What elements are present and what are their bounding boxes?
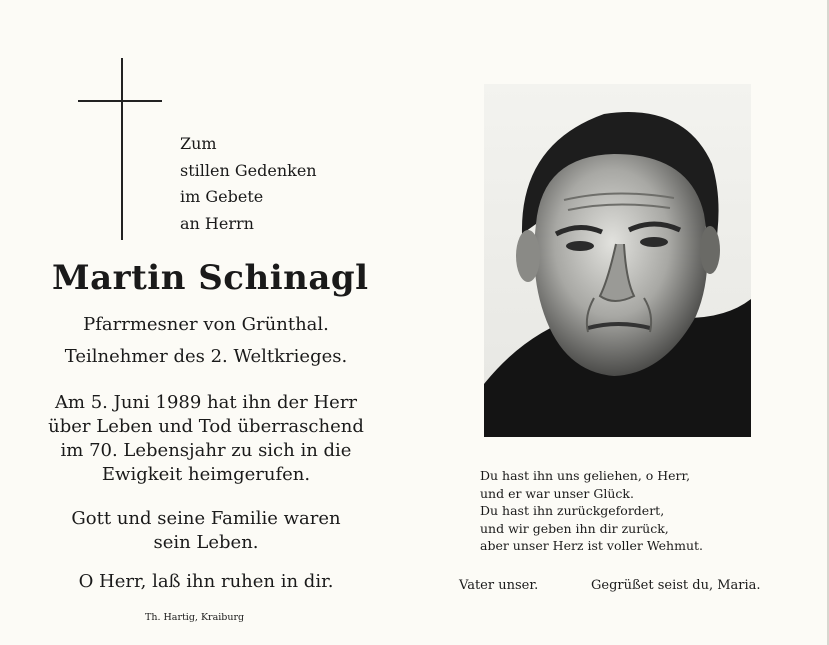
- war-line: Teilnehmer des 2. Weltkrieges.: [64, 346, 348, 367]
- poem-line: aber unser Herz ist voller Wehmut.: [480, 538, 704, 553]
- occupation-line: Pfarrmesner von Grünthal.: [83, 314, 329, 335]
- intro-line: stillen Gedenken: [180, 160, 317, 180]
- poem: [480, 467, 703, 555]
- poem-line: Du hast ihn zurückgefordert,: [480, 503, 665, 518]
- poem-line: und er war unser Glück.: [480, 485, 634, 501]
- faith-text: [36, 507, 376, 555]
- faith-line: sein Leben.: [153, 532, 259, 553]
- portrait-photo: [484, 84, 751, 437]
- deceased-name: Martin Schinagl: [52, 258, 369, 298]
- intro-line: im Gebete: [180, 187, 264, 206]
- death-notice-line: Ewigkeit heimgerufen.: [101, 464, 311, 485]
- death-notice-line: über Leben und Tod überraschend: [48, 416, 364, 437]
- portrait-illustration: [484, 84, 751, 437]
- prayer-our-father: Vater unser.: [459, 578, 539, 593]
- poem-line: und wir geben ihn dir zurück,: [480, 520, 669, 536]
- intro-line: Zum: [180, 134, 217, 153]
- intro-text: [180, 131, 317, 237]
- death-notice-line: Am 5. Juni 1989 hat ihn der Herr: [54, 392, 358, 413]
- prayer-hail-mary: Gegrüßet seist du, Maria.: [591, 578, 761, 593]
- poem-line: Du hast ihn uns geliehen, o Herr,: [480, 468, 691, 483]
- death-notice-line: im 70. Lebensjahr zu sich in die: [60, 440, 352, 461]
- closing-prayer: O Herr, laß ihn ruhen in dir.: [78, 571, 334, 592]
- death-notice: [36, 391, 376, 487]
- faith-line: Gott und seine Familie waren: [71, 508, 341, 529]
- intro-line: an Herrn: [180, 213, 254, 233]
- cross-vertical-bar: [121, 58, 123, 240]
- printer-credit: Th. Hartig, Kraiburg: [145, 612, 245, 623]
- cross-horizontal-bar: [78, 100, 162, 102]
